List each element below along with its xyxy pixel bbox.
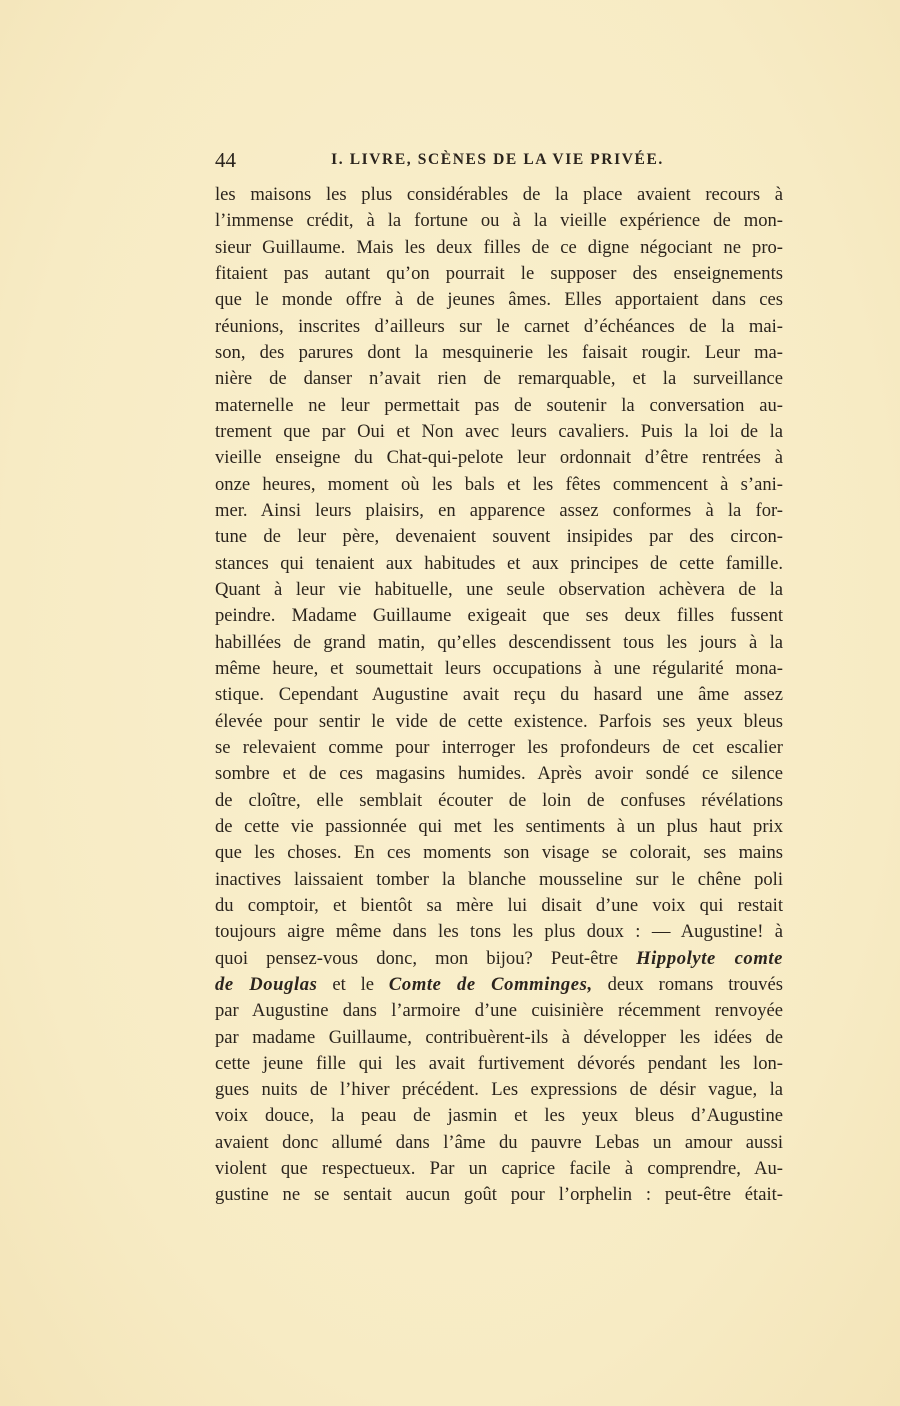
- text-line: [215, 788, 783, 814]
- line-text: quoi pensez-vous donc, mon bijou? Peut-être: [215, 947, 637, 969]
- line-text: voix douce, la peau de jasmin et les yeux bleus d’Augustine: [215, 1105, 783, 1127]
- text-line: [215, 1130, 783, 1156]
- body-text: [215, 182, 783, 1209]
- line-text: sombre et de ces magasins humides. Après avoir sondé ce silence: [215, 763, 783, 785]
- running-title: I. LIVRE, SCÈNES DE LA VIE PRIVÉE.: [331, 151, 664, 168]
- text-line: [215, 208, 783, 234]
- text-line: [215, 867, 783, 893]
- text-line: [215, 1103, 783, 1129]
- line-text: stique. Cependant Augustine avait reçu du hasard une âme assez: [215, 684, 783, 706]
- text-line: [215, 840, 783, 866]
- text-line: [215, 577, 783, 603]
- line-text: toujours aigre même dans les tons les plus doux : — Augustine! à: [215, 921, 783, 943]
- text-line: [215, 603, 783, 629]
- text-line: [215, 761, 783, 787]
- line-text: nière de danser n’avait rien de remarquable, et la surveillance: [215, 368, 783, 390]
- line-text: violent que respectueux. Par un caprice facile à comprendre, Au-: [215, 1158, 783, 1180]
- line-text: peindre. Madame Guillaume exigeait que ses deux filles fussent: [215, 605, 783, 627]
- line-text: par madame Guillaume, contribuèrent-ils à développer les idées de: [215, 1026, 783, 1048]
- line-text: se relevaient comme pour interroger les profondeurs de cet escalier: [215, 736, 783, 758]
- line-text: que les choses. En ces moments son visage se colorait, ses mains: [215, 842, 783, 864]
- line-text: de cloître, elle semblait écouter de loin de confuses révélations: [215, 789, 783, 811]
- line-text: deux romans trouvés: [592, 973, 783, 995]
- text-line: [215, 1025, 783, 1051]
- line-text: les maisons les plus considérables de la place avaient recours à: [215, 184, 783, 205]
- line-text: inactives laissaient tomber la blanche mousseline sur le chêne poli: [215, 868, 783, 890]
- text-line: [215, 919, 783, 945]
- text-line: [215, 972, 783, 998]
- text-line: [215, 656, 783, 682]
- italic-title-text: Hippolyte comte: [636, 947, 783, 969]
- italic-title-text: Comte de Comminges,: [388, 973, 593, 995]
- line-text: gues nuits de l’hiver précédent. Les expressions de désir vague, la: [215, 1079, 783, 1101]
- line-text: l’immense crédit, à la fortune ou à la vieille expérience de mon-: [215, 210, 783, 232]
- line-text: réunions, inscrites d’ailleurs sur le carnet d’échéances de la mai-: [215, 315, 783, 337]
- text-line: [215, 235, 783, 261]
- text-line: [215, 682, 783, 708]
- text-line: [215, 287, 783, 313]
- running-header: [215, 146, 783, 174]
- line-text: de cette vie passionnée qui met les sentiments à un plus haut prix: [215, 815, 783, 837]
- text-line: [215, 1182, 783, 1208]
- line-text: tune de leur père, devenaient souvent insipides par des circon-: [215, 526, 783, 548]
- line-text: du comptoir, et bientôt sa mère lui disait d’une voix qui restait: [215, 894, 783, 916]
- line-text: stances qui tenaient aux habitudes et aux principes de cette famille.: [215, 552, 783, 574]
- text-line: [215, 393, 783, 419]
- line-text: Quant à leur vie habituelle, une seule observation achèvera de la: [215, 578, 783, 600]
- text-line: [215, 814, 783, 840]
- text-line: [215, 709, 783, 735]
- text-line: [215, 1051, 783, 1077]
- text-line: [215, 735, 783, 761]
- line-text: élevée pour sentir le vide de cette existence. Parfois ses yeux bleus: [215, 710, 783, 732]
- line-text: et le: [317, 973, 389, 995]
- page-number: 44: [215, 148, 236, 172]
- line-text: même heure, et soumettait leurs occupations à une régularité mona-: [215, 657, 783, 679]
- line-text: habillées de grand matin, qu’elles descendissent tous les jours à la: [215, 631, 783, 653]
- text-line: [215, 524, 783, 550]
- line-text: par Augustine dans l’armoire d’une cuisinière récemment renvoyée: [215, 1000, 783, 1022]
- text-line: [215, 1156, 783, 1182]
- text-line: [215, 261, 783, 287]
- line-text: son, des parures dont la mesquinerie les faisait rougir. Leur ma-: [215, 341, 783, 363]
- text-line: [215, 630, 783, 656]
- text-line: [215, 419, 783, 445]
- line-text: sieur Guillaume. Mais les deux filles de ce digne négociant ne pro-: [215, 236, 783, 258]
- line-text: gustine ne se sentait aucun goût pour l’orphelin : peut-être était-: [215, 1184, 783, 1206]
- text-line: [215, 498, 783, 524]
- line-text: que le monde offre à de jeunes âmes. Elles apportaient dans ces: [215, 289, 783, 311]
- text-line: [215, 366, 783, 392]
- text-line: [215, 998, 783, 1024]
- text-line: [215, 551, 783, 577]
- text-line: [215, 1077, 783, 1103]
- text-line: [215, 182, 783, 208]
- text-line: [215, 472, 783, 498]
- line-text: vieille enseigne du Chat-qui-pelote leur ordonnait d’être rentrées à: [215, 447, 783, 469]
- text-line: [215, 946, 783, 972]
- line-text: fitaient pas autant qu’on pourrait le supposer des enseignements: [215, 262, 783, 284]
- text-line: [215, 893, 783, 919]
- text-line: [215, 314, 783, 340]
- text-line: [215, 340, 783, 366]
- line-text: maternelle ne leur permettait pas de soutenir la conversation au-: [215, 394, 783, 416]
- line-text: mer. Ainsi leurs plaisirs, en apparence assez conformes à la for-: [215, 499, 783, 521]
- italic-title-text: de Douglas: [215, 973, 318, 995]
- line-text: onze heures, moment où les bals et les fêtes commencent à s’ani-: [215, 473, 783, 495]
- text-line: [215, 445, 783, 471]
- line-text: avaient donc allumé dans l’âme du pauvre Lebas un amour aussi: [215, 1131, 783, 1153]
- line-text: cette jeune fille qui les avait furtivement dévorés pendant les lon-: [215, 1052, 783, 1074]
- line-text: trement que par Oui et Non avec leurs cavaliers. Puis la loi de la: [215, 420, 783, 442]
